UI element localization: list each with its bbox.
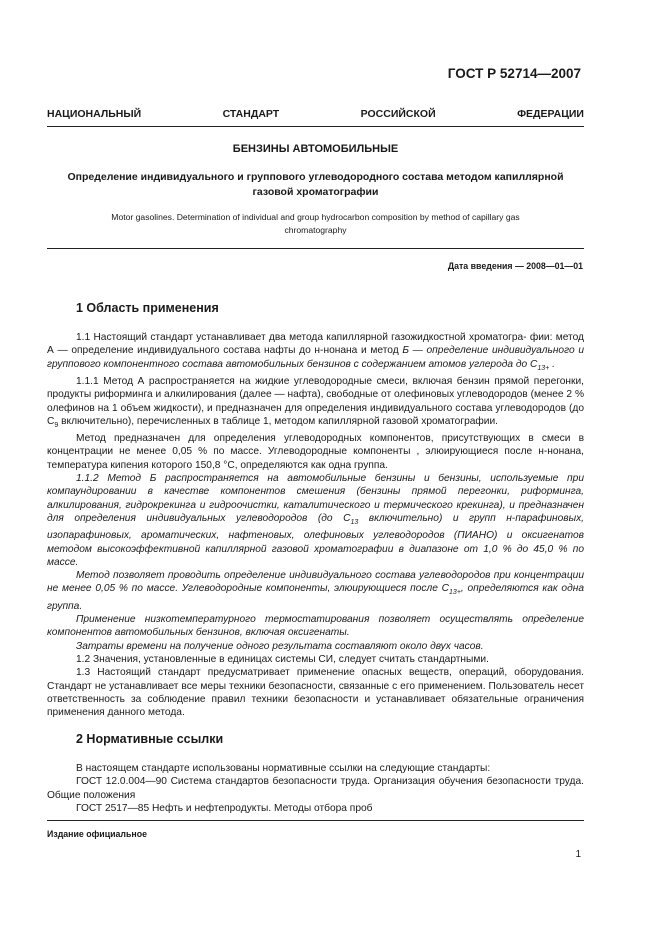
paragraph-2-intro: В настоящем стандарте использованы нормативные ссылки на следующие стандарты: (76, 763, 491, 774)
document-subtitle (47, 170, 584, 200)
paragraph-time: Затраты времени на получение одного результата составляют около двух часов. (76, 640, 484, 652)
introduction-date: Дата введения — 2008—01—01 (447, 261, 583, 271)
paragraph-1-1-1: 1.1.1 Метод А распространяется на жидкие углеводородные смеси, включая бензин прямой перегонки, продукты риформинга и алкилирования (далее — нафта), свободные от олефиновых углеводородов (менее 2 % олефинов на 1 объем жидкости), и предназначен для определения индивидуального состава углеводородов (до $С_9$ включительно), перечисленных в таблице 1, методом капиллярной газовой хроматографии. (47, 375, 584, 429)
banner-word: ФЕДЕРАЦИИ (517, 108, 584, 120)
reference-gost-2517: ГОСТ 2517—85 Нефть и нефтепродукты. Методы отбора проб (76, 802, 373, 814)
official-edition-label: Издание официальное (47, 829, 147, 839)
subtitle-line: газовой хроматографии (252, 186, 379, 198)
paragraph-1-1-2: 1.1.2 Метод Б распространяется на автомобильные бензины и бензины, используемые при компаундировании в качестве компонентов смешения (бензины прямой перегонки, риформинга, алкилирования, гидрокрекинга и гидроочистки, каталитического и термического крекинга), и предназначен для определения индивидуальных углеводородов (до $С_{13}$ включительно) и групп н-парафиновых, изопарафиновых, ароматических, нафтеновых, олефиновых углеводородов (ПИАНО) и оксигенатов методом высокоэффективной капиллярной газовой хроматографии в диапазоне от 1,0 % до 45,0 % по массе. (47, 473, 584, 568)
paragraph-1-1: 1.1 Настоящий стандарт устанавливает два метода капиллярной газожидкостной хроматогра- фии: метод А — определение индивидуального состава нафты до н-нонана и метод Б — определение индивидуального и группового компонентного состава автомобильных бензинов с содержанием атомов углерода до $С_{13+}$ . (47, 332, 585, 372)
footer-rule (47, 820, 584, 821)
reference-gost-12: ГОСТ 12.0.004—90 Система стандартов безопасности труда. Организация обучения безопасности труда. Общие положения (47, 776, 584, 801)
paragraph-method-b: Метод позволяет проводить определение индивидуального состава углеводородов при концентрации не менее 0,05 % по массе. Углеводородные компоненты, элюирующиеся после $С_{13+}$, определяются как одна группа. (47, 570, 585, 612)
english-title-line: Motor gasolines. Determination of individual and group hydrocarbon composition by method of capillary gas (111, 212, 520, 222)
paragraph-1-2: 1.2 Значения, установленные в единицах системы СИ, следует считать стандартными. (76, 653, 489, 665)
standard-code: ГОСТ Р 52714—2007 (447, 66, 581, 81)
national-standard-banner (47, 108, 584, 120)
subtitle-line: Определение индивидуального и группового углеводородного состава методом капиллярной (67, 171, 564, 183)
banner-word: РОССИЙСКОЙ (360, 108, 436, 120)
title-rule (47, 248, 584, 249)
english-title-line: chromatography (284, 225, 347, 235)
banner-word: НАЦИОНАЛЬНЫЙ (47, 108, 142, 120)
section-1-heading: 1 Область применения (76, 301, 219, 315)
banner-word: СТАНДАРТ (222, 108, 280, 120)
page-number: 1 (575, 849, 581, 860)
section-1-body (47, 331, 584, 719)
section-2-body (47, 762, 584, 815)
paragraph-1-3: 1.3 Настоящий стандарт предусматривает применение опасных веществ, операций, оборудования. Стандарт не устанавливает все меры техники безопасности, связанные с его применением. Пользователь несет ответственность за соблюдение правил техники безопасности и устанавливает обязательные ограничения применения данного метода. (47, 667, 584, 719)
paragraph-method-a: Метод предназначен для определения углеводородных компонентов, присутствующих в смеси в концентрации не менее 0,05 % по массе. Углеводородные компоненты , элюирующиеся после н-нонана, температура кипения которого 150,8 °С, определяются как одна группа. (47, 433, 584, 471)
document-title: БЕНЗИНЫ АВТОМОБИЛЬНЫЕ (232, 143, 399, 155)
banner-rule (47, 126, 584, 127)
english-title (47, 211, 584, 237)
section-2-heading: 2 Нормативные ссылки (76, 732, 224, 746)
paragraph-thermostat: Применение низкотемпературного термостатирования позволяет осуществлять определение компонентов автомобильных бензинов, включая оксигенаты. (47, 614, 584, 639)
